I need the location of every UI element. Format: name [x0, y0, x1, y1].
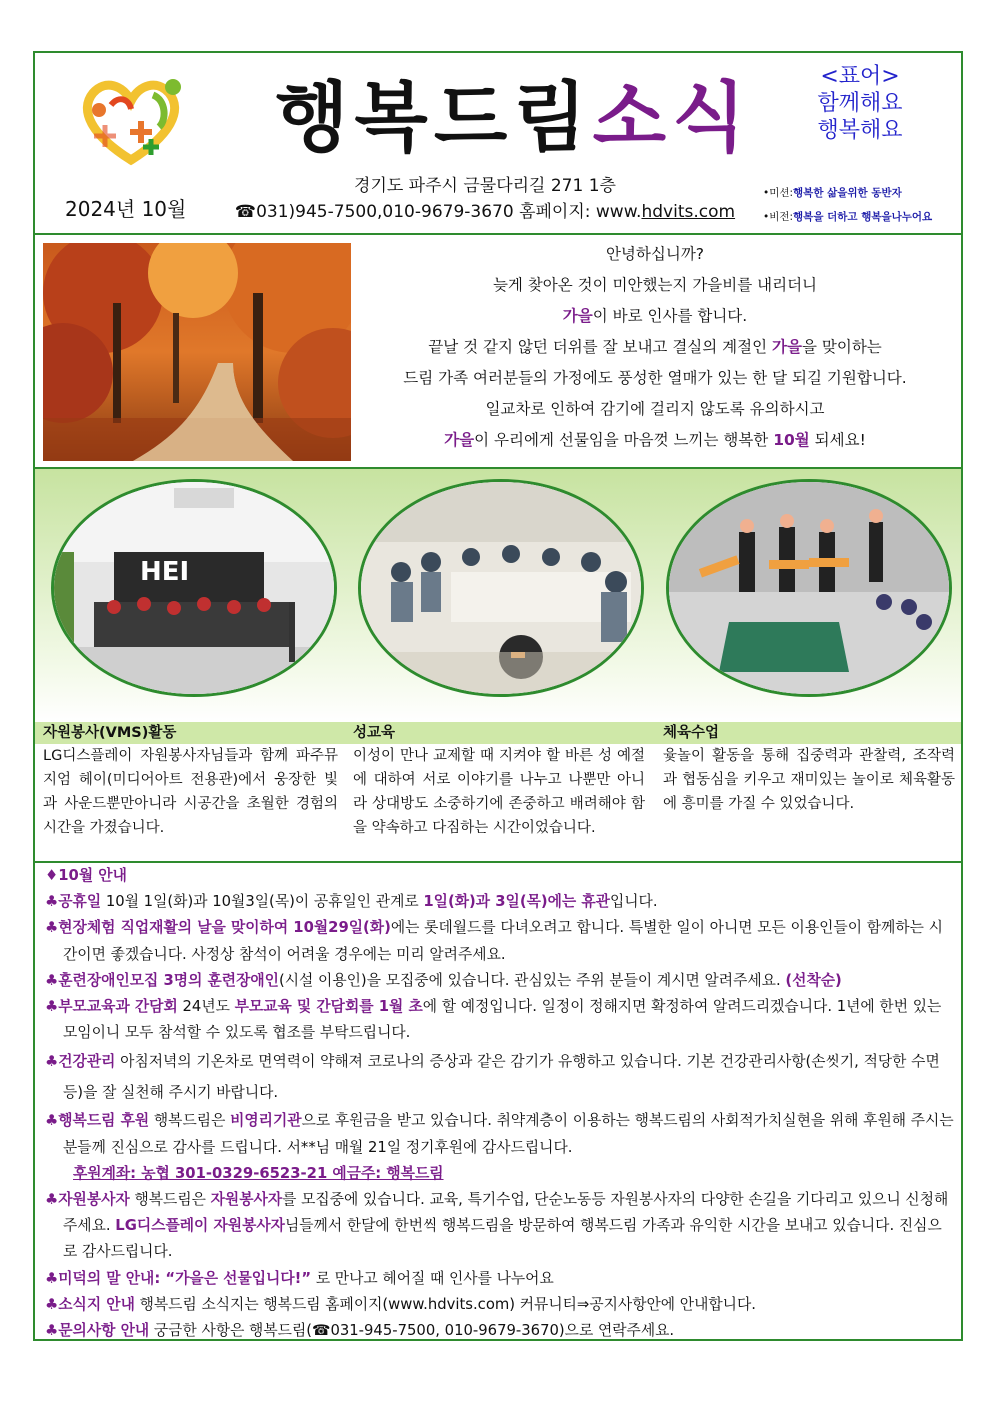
notice-text: 입니다.: [609, 893, 658, 911]
notice-keyword: 1일(화)과 3일(목)에는 휴관: [423, 893, 610, 911]
notice-keyword: 부모교육 및 간담회를 1월 초: [234, 998, 423, 1016]
notice-keyword: ♣현장체험 직업재활의 날을 맞이하여 10월29일(화): [45, 919, 391, 937]
notice-holiday: [45, 889, 955, 915]
notice-inquiry: [45, 1318, 955, 1344]
mission-label: •미션:: [763, 187, 794, 199]
notice-text: 행복드림은: [149, 1112, 231, 1130]
title-part1: 행복드림: [275, 73, 593, 162]
greeting-line: 일교차로 인하여 감기에 걸리지 않도록 유의하시고: [485, 400, 825, 418]
notice-newsletter: [45, 1292, 955, 1318]
phone-text: ☎031)945-7500,010-9679-3670 홈페이지:: [234, 202, 596, 222]
notice-keyword: ♣훈련장애인모집 3명의 훈련장애인: [45, 971, 279, 989]
autumn-forest-photo: [43, 243, 351, 461]
greeting-line: 늦게 찾아온 것이 미안했는지 가을비를 내리더니: [492, 276, 818, 294]
motto-line1: 함께해요: [817, 91, 903, 116]
notice-text: 를 모집중에 있습니다. 교육, 특기수업, 단순노동등 자원봉사자의 다양한 손길을 기다리고 있으니 신청해 주세요.: [63, 1191, 949, 1235]
notice-keyword: ♣미덕의 말 안내: “가을은 선물입니다!”: [45, 1269, 312, 1287]
notice-text: 행복드림 소식지는 행복드림 홈페이지(www.hdvits.com) 커뮤니티⇒공지사항안에 안내합니다.: [134, 1295, 756, 1313]
notice-keyword: 비영리기관: [230, 1112, 302, 1130]
greeting-line: 드림 가족 여러분들의 가정에도 풍성한 열매가 있는 한 달 되길 기원합니다.: [403, 369, 907, 387]
contact-block: [215, 173, 755, 225]
greeting-line: [365, 425, 945, 456]
notice-keyword: ♣건강관리: [45, 1053, 116, 1071]
notice-parent-meeting: [45, 994, 955, 1046]
motto-box: [805, 63, 915, 144]
notice-keyword: ♣부모교육과 간담회: [45, 998, 178, 1016]
issue-date: 2024년 10월: [65, 197, 187, 221]
notice-trainee-recruit: [45, 968, 955, 994]
notice-text: 로 만나고 헤어질 때 인사를 나누어요: [311, 1269, 554, 1287]
motto-line2: 행복해요: [817, 118, 903, 143]
notice-keyword: ♣자원봉사자: [45, 1191, 130, 1209]
notice-text: (시설 이용인)을 모집중에 있습니다. 관심있는 주위 분들이 계시면 알려주세요.: [278, 971, 786, 989]
autumn-keyword: 가을: [444, 431, 475, 449]
activity-volunteer: [43, 722, 338, 840]
newsletter-title: [275, 63, 752, 173]
greeting-text: 이 우리에게 선물임을 마음껏 느끼는 행복한: [474, 431, 774, 449]
greeting-line: [365, 332, 945, 363]
physical-education-photo: [666, 479, 952, 697]
homepage-prefix: www.: [595, 202, 642, 222]
activity-sex-education: [353, 722, 645, 840]
notice-text: 24년도: [177, 998, 235, 1016]
greeting-text: 이 바로 인사를 합니다.: [592, 307, 748, 325]
mission-line: [763, 181, 932, 205]
october-keyword: 10월: [773, 431, 810, 449]
sex-education-photo: [358, 479, 644, 697]
classroom-photo-image: [361, 482, 641, 694]
notice-text: 에는 롯데월드를 다녀오려고 합니다. 특별한 일이 아니면 모든 이용인들이 함께하는 시간이면 좋겠습니다. 사정상 참석이 어려울 경우에는 미리 알려주세요.: [63, 919, 943, 963]
notice-donation: [45, 1108, 955, 1160]
activity-text: 윷놀이 활동을 통해 집중력과 관찰력, 조작력과 협동심을 키우고 재미있는 놀이로 체육활동에 흥미를 가질 수 있었습니다.: [663, 748, 955, 812]
address: 경기도 파주시 금물다리길 271 1층: [354, 176, 616, 196]
vision-line: [763, 205, 932, 229]
greeting-text: 되세요!: [809, 431, 866, 449]
notice-keyword: ♣행복드림 후원: [45, 1112, 150, 1130]
autumn-keyword: 가을: [772, 338, 802, 356]
homepage-link[interactable]: hdvits.com: [641, 202, 736, 222]
volunteer-group-photo: [51, 479, 337, 697]
notice-virtue-word: [45, 1266, 955, 1292]
newsletter-frame: [33, 51, 963, 1341]
activity-title: 체육수업: [663, 725, 720, 741]
donation-account: 후원계좌: 농협 301-0329-6523-21 예금주: 행복드림: [73, 1164, 444, 1182]
greeting-text: 끝날 것 같지 않던 더위를 잘 보내고 결실의 계절인: [428, 338, 773, 356]
notice-heading: ♦10월 안내: [45, 867, 127, 884]
autumn-keyword: 가을: [562, 307, 593, 325]
activity-text: 이성이 만나 교제할 때 지켜야 할 바른 성 예절에 대하여 서로 이야기를 나누고 나뿐만 아니라 상대방도 소중하기에 존중하고 배려해야 함을 약속하고 다짐하는 시간이었습니다.: [353, 748, 645, 836]
group-photo-image: [54, 482, 334, 694]
notice-text: 행복드림은: [129, 1191, 211, 1209]
notice-section: [45, 863, 955, 1344]
vision-label: •비전:: [763, 211, 794, 223]
gym-photo-image: [669, 482, 949, 694]
notice-volunteer: [45, 1187, 955, 1266]
activity-title: 성교육: [353, 725, 396, 741]
notice-keyword: ♣소식지 안내: [45, 1295, 135, 1313]
greeting-line: 안녕하십니까?: [605, 245, 705, 263]
notice-text: 님들께서 한달에 한번씩 행복드림을 방문하여 행복드림 가족과 유익한 시간을 보내고 있습니다. 진심으로 감사드립니다.: [63, 1217, 942, 1261]
motto-tag: <표어>: [820, 64, 900, 89]
greeting-message: [365, 239, 945, 456]
notice-keyword: ♣문의사항 안내: [45, 1322, 150, 1340]
mission-text: 행복한 삶을위한 동반자: [793, 187, 902, 199]
notice-health: [45, 1046, 955, 1108]
notice-text: 아침저녁의 기온차로 면역력이 약해져 코로나의 증상과 같은 감기가 유행하고 있습니다. 기본 건강관리사항(손씻기, 적당한 수면등)을 잘 실천해 주시기 바랍니다.: [63, 1053, 940, 1102]
hei-sign: HEI: [140, 557, 190, 587]
notice-text: 궁금한 사항은 행복드림(☎031-945-7500, 010-9679-3670)으로 연락주세요.: [149, 1322, 675, 1340]
vision-text: 행복을 더하고 행복을나누어요: [793, 211, 933, 223]
greeting-line: [365, 301, 945, 332]
notice-keyword: ♣공휴일: [45, 893, 102, 911]
notice-keyword: 자원봉사자: [210, 1191, 283, 1209]
notice-text: 으로 후원금을 받고 있습니다. 취약계층이 이용하는 행복드림의 사회적가치실현을 위해 후원해 주시는 분들께 진심으로 감사를 드립니다. 서**님 매월 21일 정기후원에 감사드립니다.: [63, 1112, 954, 1156]
heart-logo-icon: [71, 65, 191, 175]
mission-vision: [763, 181, 932, 229]
activity-title: 자원봉사(VMS)활동: [43, 725, 177, 741]
phone-line: [215, 199, 755, 225]
notice-text: 에 할 예정입니다. 일정이 정해지면 확정하여 알려드리겠습니다. 1년에 한번 있는 모임이니 모두 참석할 수 있도록 협조를 부탁드립니다.: [63, 998, 942, 1042]
title-part2: 소식: [592, 73, 752, 162]
notice-field-trip: [45, 915, 955, 967]
notice-keyword: LG디스플레이 자원봉사자: [115, 1217, 285, 1235]
notice-text: 10월 1일(화)과 10월3일(목)이 공휴일인 관계로: [101, 893, 424, 911]
notice-keyword: (선착순): [785, 971, 842, 989]
activity-physical-education: [663, 722, 955, 816]
greeting-text: 을 맞이하는: [801, 338, 882, 356]
divider: [35, 233, 961, 235]
activity-text: LG디스플레이 자원봉사자님들과 함께 파주뮤지엄 헤이(미디어아트 전용관)에서 웅장한 빛과 사운드뿐만아니라 시공간을 초월한 경험의 시간을 가졌습니다.: [43, 748, 338, 836]
